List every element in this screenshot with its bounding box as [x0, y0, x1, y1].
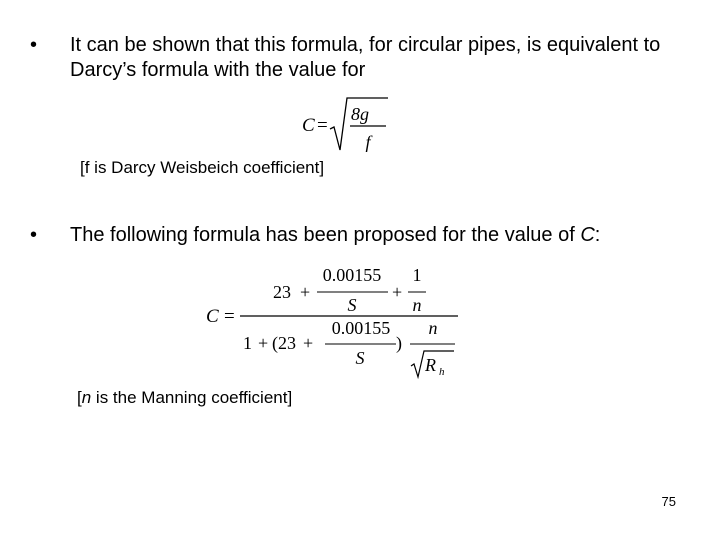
note2-bracket: [: [77, 388, 82, 407]
note-darcy-coefficient: [f is Darcy Weisbeich coefficient]: [80, 158, 325, 177]
bullet-marker: •: [30, 224, 38, 246]
note2-text: is the Manning coefficient]: [91, 388, 293, 407]
note-manning-coefficient: [77, 388, 292, 408]
bullet-2-text-main: The following formula has been proposed for the value of: [70, 224, 581, 246]
formula2-top-23: 23: [273, 282, 291, 302]
formula2-bot-plus2: +: [303, 333, 314, 353]
formula2-top-frac-num: 0.00155: [322, 265, 382, 285]
formula1-denominator: f: [365, 132, 371, 152]
bullet-2-text: [70, 223, 690, 248]
formula2-lhs: C: [206, 306, 219, 327]
formula2-bot-close: ): [396, 333, 402, 353]
formula2-top-plus1: +: [300, 282, 311, 302]
formula1-eq: =: [317, 115, 328, 136]
formula2-top-frac-den: S: [347, 295, 357, 315]
formula2-bot-frac-num: 0.00155: [331, 318, 391, 338]
formula2-bot-rh: R: [425, 355, 436, 375]
formula2-top-plus2: +: [392, 282, 403, 302]
formula2-bot-frac-den: S: [355, 348, 365, 368]
bullet-2-symbol: C: [580, 224, 595, 246]
formula2-bot-rh-sub: h: [439, 366, 445, 378]
bullet-1-text: It can be shown that this formula, for circular pipes, is equivalent to Darcy’s formula with the value for: [70, 34, 661, 81]
note2-symbol: n: [81, 388, 92, 407]
formula2-bot-n: n: [428, 318, 438, 338]
formula-darcy-chezy: [296, 96, 396, 158]
bullet-marker: •: [30, 34, 38, 56]
formula2-bot-one: 1: [243, 333, 252, 353]
formula2-top-n: n: [412, 295, 422, 315]
formula-ganguillet-kutter: [200, 258, 470, 383]
formula1-lhs: C: [302, 115, 315, 136]
formula1-numerator: 8g: [351, 104, 369, 124]
formula2-bot-open: (23: [272, 333, 296, 353]
formula2-eq: =: [224, 306, 235, 327]
formula2-bot-plus1: +: [258, 333, 269, 353]
page-number: 75: [661, 494, 676, 509]
bullet-2-colon: :: [594, 224, 601, 246]
formula2-top-one: 1: [412, 265, 422, 285]
